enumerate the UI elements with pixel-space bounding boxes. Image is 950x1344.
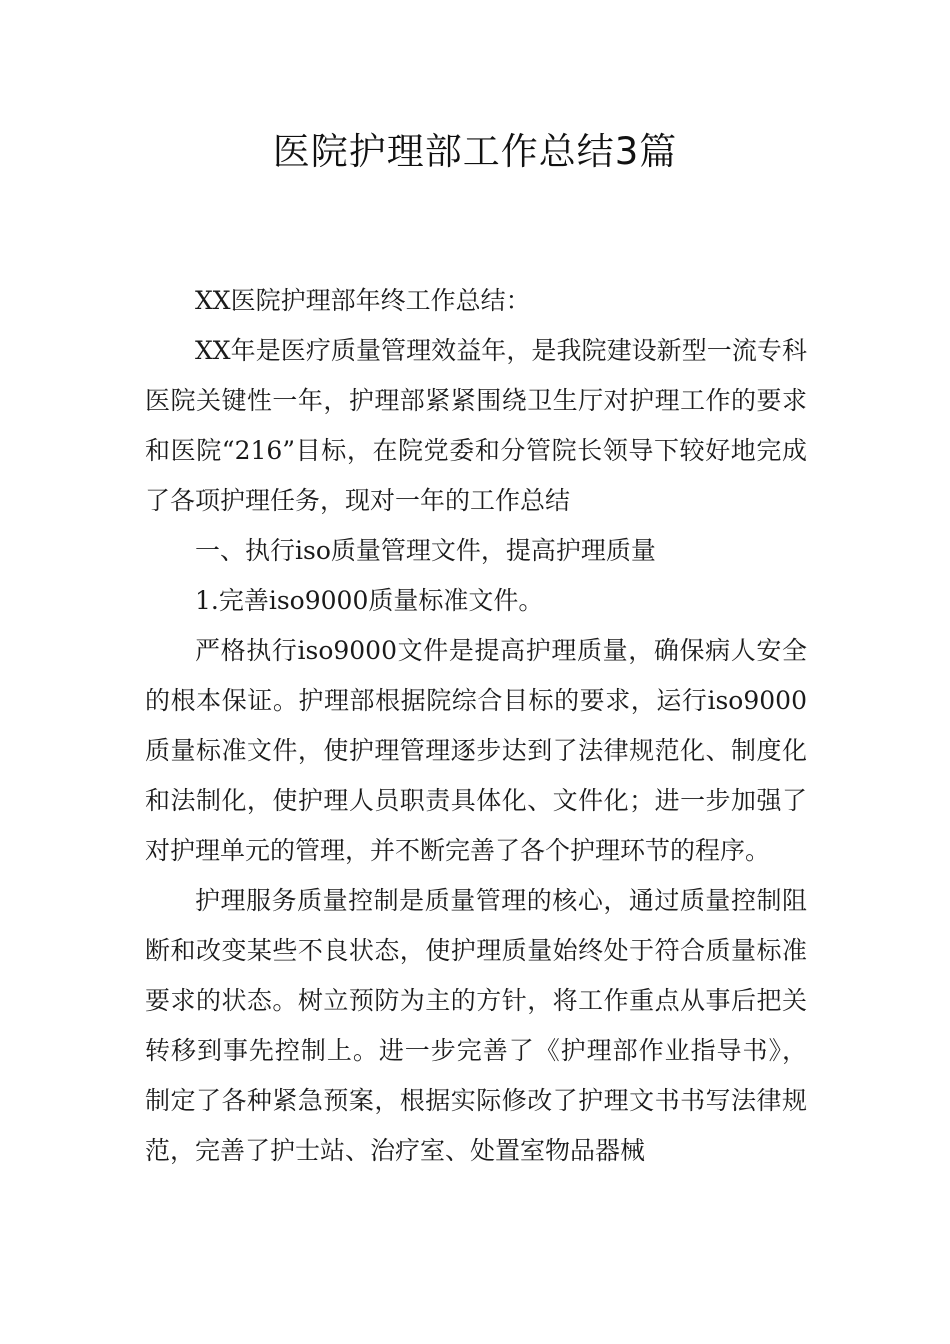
paragraph-summary: XX年是医疗质量管理效益年，是我院建设新型一流专科医院关键性一年，护理部紧紧围绕卫生厅对护理工作的要求和医院“216”目标，在院党委和分管院长领导下较好地完成了各项护理任务，现对一年的工作总结 bbox=[145, 336, 807, 515]
paragraph-iso9000: 严格执行iso9000文件是提高护理质量，确保病人安全的根本保证。护理部根据院综合目标的要求，运行iso9000质量标准文件，使护理管理逐步达到了法律规范化、制度化和法制化，使护理人员职责具体化、文件化；进一步加强了对护理单元的管理，并不断完善了各个护理环节的程序。 bbox=[145, 636, 807, 865]
document-body bbox=[145, 276, 807, 1176]
subsection-heading-1-1: 1.完善iso9000质量标准文件。 bbox=[195, 586, 544, 615]
paragraph-intro: XX医院护理部年终工作总结： bbox=[195, 286, 531, 315]
paragraph-quality-control: 护理服务质量控制是质量管理的核心，通过质量控制阻断和改变某些不良状态，使护理质量始终处于符合质量标准要求的状态。树立预防为主的方针，将工作重点从事后把关转移到事先控制上。进一步完善了《护理部作业指导书》，制定了各种紧急预案，根据实际修改了护理文书书写法律规范，完善了护士站、治疗室、处置室物品器械 bbox=[145, 886, 807, 1165]
document-title: 医院护理部工作总结3篇 bbox=[272, 130, 678, 173]
section-heading-1: 一、执行iso质量管理文件，提高护理质量 bbox=[195, 536, 656, 565]
